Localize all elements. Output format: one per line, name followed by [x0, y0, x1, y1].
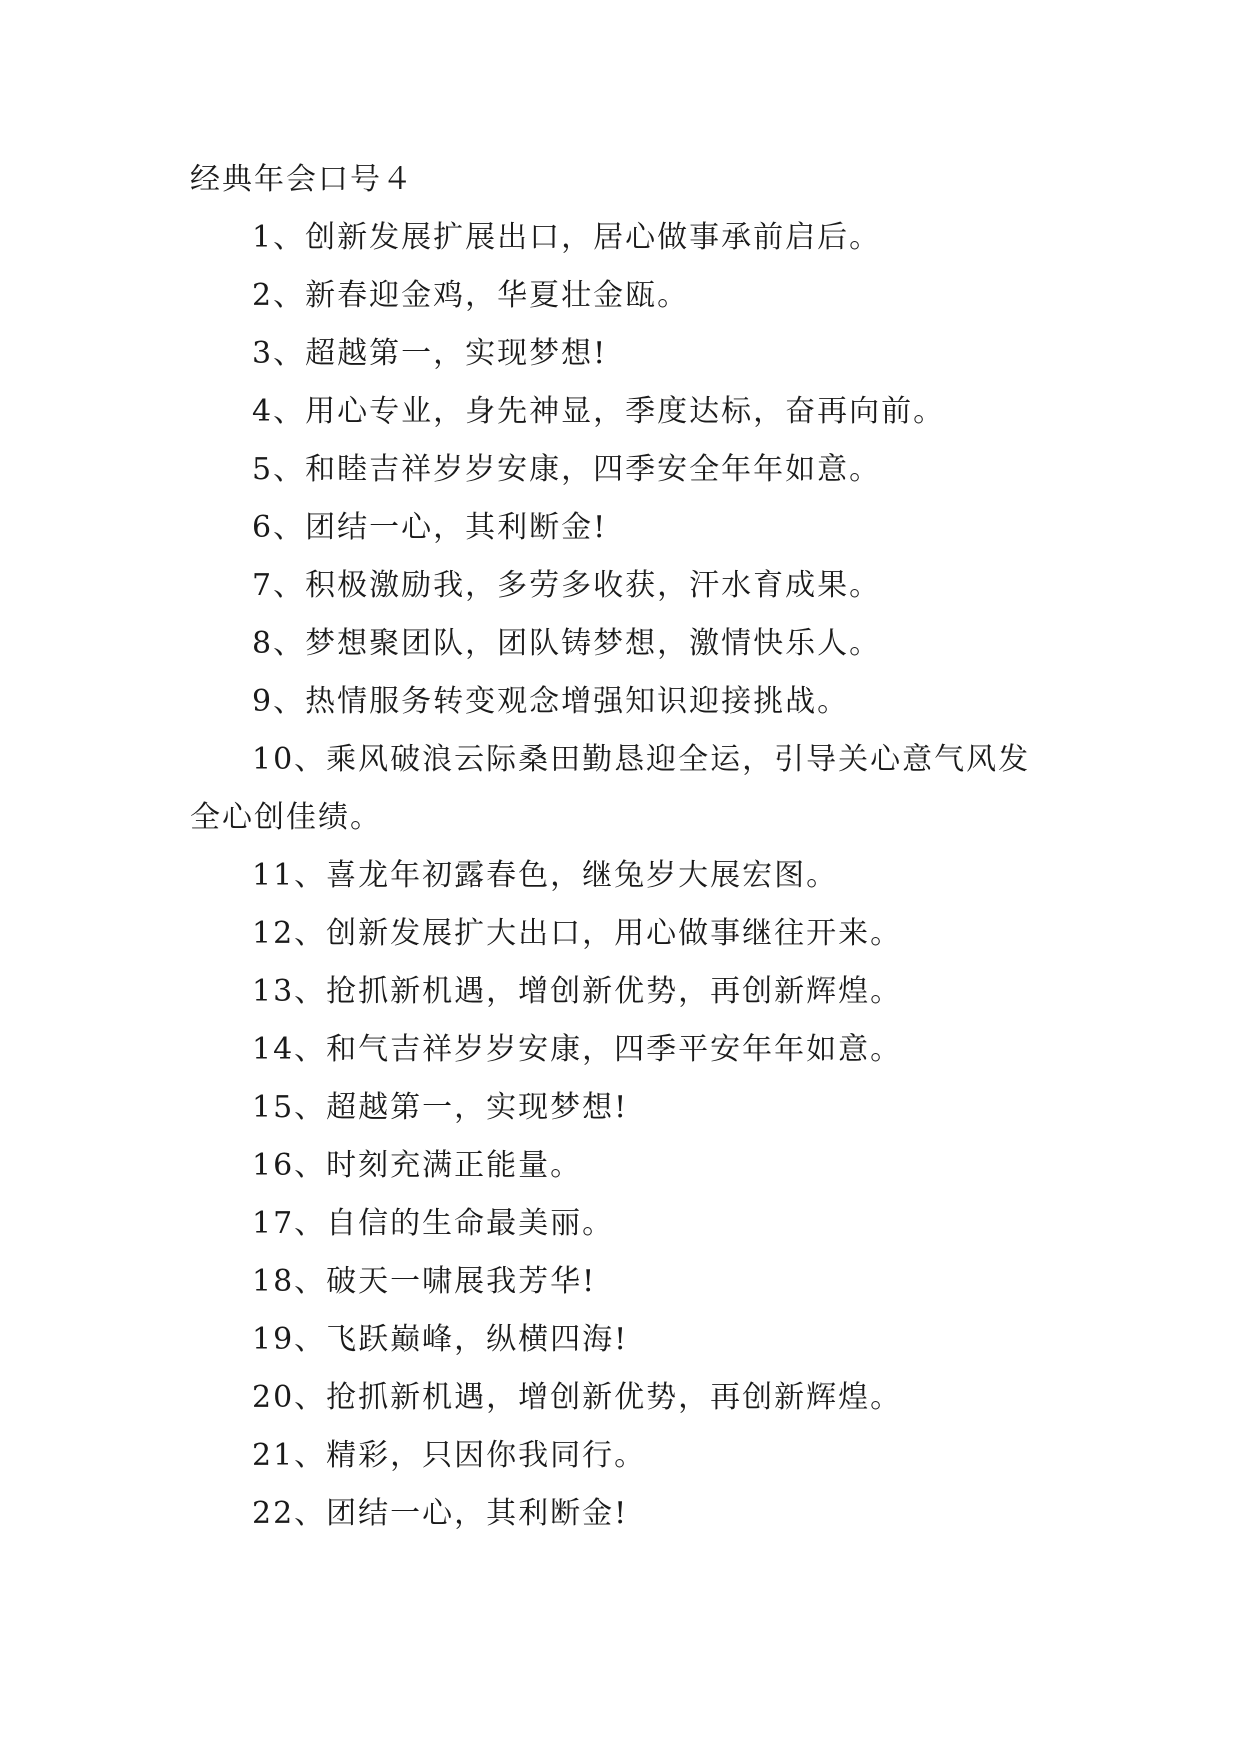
slogan-item-18: 18、破天一啸展我芳华!	[252, 1264, 597, 1299]
slogan-item-3: 3、超越第一，实现梦想!	[252, 336, 608, 371]
slogan-item-10: 10、乘风破浪云际桑田勤恳迎全运，引导关心意气风发全心创佳绩。	[190, 742, 1031, 835]
slogan-item-8: 8、梦想聚团队，团队铸梦想，激情快乐人。	[252, 626, 882, 661]
slogan-item-2: 2、新春迎金鸡，华夏壮金瓯。	[252, 278, 690, 313]
slogan-item-16: 16、时刻充满正能量。	[252, 1148, 583, 1183]
slogan-item-17: 17、自信的生命最美丽。	[252, 1206, 615, 1241]
slogan-item-4: 4、用心专业，身先神显，季度达标，奋再向前。	[252, 394, 946, 429]
slogan-item-20: 20、抢抓新机遇，增创新优势，再创新辉煌。	[252, 1380, 903, 1415]
slogan-item-13: 13、抢抓新机遇，增创新优势，再创新辉煌。	[252, 974, 903, 1009]
slogan-item-12: 12、创新发展扩大出口，用心做事继往开来。	[252, 916, 903, 951]
slogan-item-6: 6、团结一心，其利断金!	[252, 510, 608, 545]
slogan-item-9: 9、热情服务转变观念增强知识迎接挑战。	[252, 684, 850, 719]
document-title: 经典年会口号４	[190, 162, 414, 197]
slogan-item-19: 19、飞跃巅峰，纵横四海!	[252, 1322, 629, 1357]
slogan-item-21: 21、精彩，只因你我同行。	[252, 1438, 647, 1473]
slogan-item-14: 14、和气吉祥岁岁安康，四季平安年年如意。	[252, 1032, 903, 1067]
slogan-item-1: 1、创新发展扩展出口，居心做事承前启后。	[252, 220, 882, 255]
document-page	[190, 158, 1060, 1550]
slogan-item-15: 15、超越第一，实现梦想!	[252, 1090, 629, 1125]
slogan-item-7: 7、积极激励我，多劳多收获，汗水育成果。	[252, 568, 882, 603]
slogan-item-5: 5、和睦吉祥岁岁安康，四季安全年年如意。	[252, 452, 882, 487]
slogan-item-22: 22、团结一心，其利断金!	[252, 1496, 629, 1531]
slogan-item-11: 11、喜龙年初露春色，继兔岁大展宏图。	[252, 858, 839, 893]
